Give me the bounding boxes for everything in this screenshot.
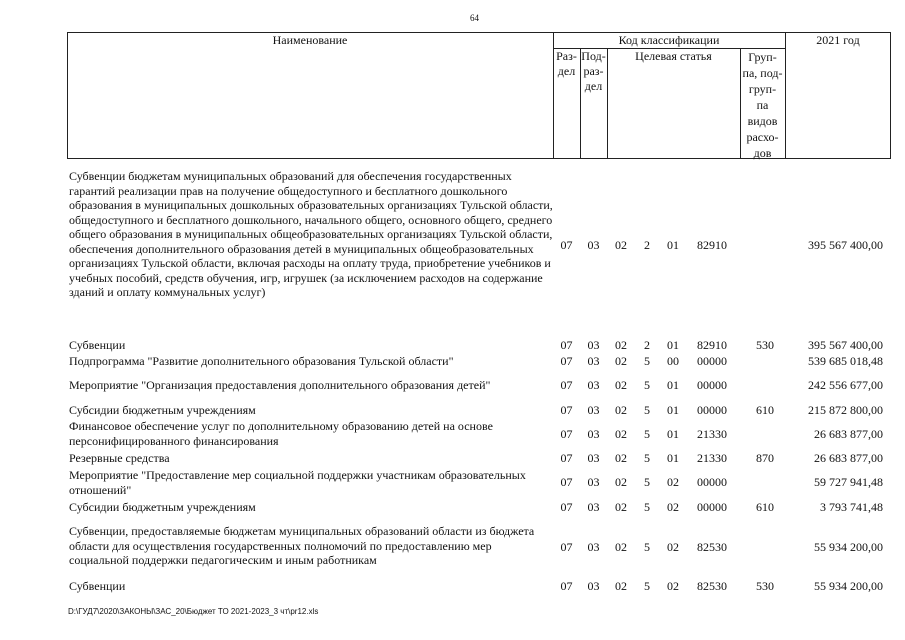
code-p: 03 (587, 579, 600, 593)
code-g: 870 (756, 451, 774, 465)
code-c4: 82910 (697, 338, 727, 352)
file-path-footer: D:\ГУД7\2020\ЗАКОНЫ\ЗАС_20\Бюджет ТО 2021-2023_3 чт\pr12.xls (68, 607, 319, 616)
code-c1: 02 (615, 475, 627, 489)
code-p: 03 (587, 338, 600, 352)
row-amount: 55 934 200,00 (814, 579, 883, 593)
code-g: 610 (756, 500, 774, 514)
code-c2: 5 (644, 403, 650, 417)
code-c2: 2 (644, 238, 650, 252)
code-c2: 5 (644, 500, 650, 514)
code-c1: 02 (615, 354, 627, 368)
code-r: 07 (560, 403, 573, 417)
code-c1: 02 (615, 540, 627, 554)
code-c4: 21330 (697, 451, 727, 465)
row-amount: 3 793 741,48 (820, 500, 883, 514)
row-amount: 26 683 877,00 (814, 427, 883, 441)
row-name: Финансовое обеспечение услуг по дополнительному образованию детей на основе персонифицированного финансирования (69, 419, 493, 448)
code-c2: 5 (644, 475, 650, 489)
code-r: 07 (560, 540, 573, 554)
code-c4: 00000 (697, 500, 727, 514)
code-c2: 5 (644, 451, 650, 465)
code-p: 03 (587, 540, 600, 554)
code-c3: 01 (667, 338, 679, 352)
code-c2: 5 (644, 378, 650, 392)
code-c1: 02 (615, 403, 627, 417)
code-c3: 02 (667, 500, 679, 514)
code-c3: 01 (667, 378, 679, 392)
row-name: Субвенции (69, 338, 126, 352)
code-p: 03 (587, 378, 600, 392)
code-p: 03 (587, 354, 600, 368)
code-c3: 00 (667, 354, 679, 368)
row-name: Субвенции бюджетам муниципальных образований для обеспечения государственных гарантий реализации прав на получение общедоступного и бесплатного дошкольного образования в муниципальных дошкольных образовательных организациях Тульской области, общедоступного и бесплатного дошкольного, начального общего, основного общего, среднего общего образования в муниципальных общеобразовательных организациях Тульской области, обеспечения дополнительного образования детей в муниципальных общеобразовательных организациях Тульской области, включая расходы на оплату труда, приобретение учебников и учебных пособий, средств обучения, игр, игрушек (за исключением расходов на содержание зданий и оплату коммунальных услуг) (69, 169, 553, 299)
code-c3: 01 (667, 403, 679, 417)
code-c1: 02 (615, 579, 627, 593)
code-c2: 2 (644, 338, 650, 352)
row-amount: 395 567 400,00 (808, 338, 883, 352)
code-c2: 5 (644, 354, 650, 368)
header-razdel: Раз- дел (556, 49, 577, 78)
code-c1: 02 (615, 338, 627, 352)
code-p: 03 (587, 500, 600, 514)
code-c4: 00000 (697, 475, 727, 489)
code-g: 530 (756, 338, 774, 352)
code-c4: 21330 (697, 427, 727, 441)
row-name: Мероприятие "Организация предоставления дополнительного образования детей" (69, 378, 491, 392)
code-r: 07 (560, 451, 573, 465)
row-amount: 55 934 200,00 (814, 540, 883, 554)
code-r: 07 (560, 475, 573, 489)
page-number: 64 (470, 13, 479, 23)
code-p: 03 (587, 451, 600, 465)
header-gruppa: Груп- па, под- груп- па видов расхо- дов (742, 50, 783, 160)
row-name: Субсидии бюджетным учреждениям (69, 500, 256, 514)
header-year: 2021 год (816, 33, 860, 47)
code-c1: 02 (615, 238, 627, 252)
code-c4: 82530 (697, 540, 727, 554)
code-r: 07 (560, 579, 573, 593)
header-code: Код классификации (618, 33, 720, 47)
row-name: Мероприятие "Предоставление мер социальной поддержки участникам образовательных отношений" (69, 468, 526, 497)
header-name: Наименование (272, 33, 348, 47)
code-r: 07 (560, 238, 573, 252)
code-p: 03 (587, 475, 600, 489)
code-c3: 02 (667, 540, 679, 554)
code-c3: 01 (667, 451, 679, 465)
code-c4: 00000 (697, 378, 727, 392)
code-c1: 02 (615, 451, 627, 465)
code-r: 07 (560, 427, 573, 441)
row-name: Субвенции, предоставляемые бюджетам муниципальных образований области из бюджета области для осуществления государственных полномочий по предоставлению мер социальной поддержки педагогическим и иным работникам (69, 524, 535, 567)
row-name: Резервные средства (69, 451, 170, 465)
code-g: 530 (756, 579, 774, 593)
code-r: 07 (560, 354, 573, 368)
code-c4: 82530 (697, 579, 727, 593)
code-p: 03 (587, 427, 600, 441)
code-c2: 5 (644, 579, 650, 593)
code-c1: 02 (615, 378, 627, 392)
row-amount: 395 567 400,00 (808, 238, 883, 252)
code-c3: 01 (667, 427, 679, 441)
code-c1: 02 (615, 500, 627, 514)
row-name: Субсидии бюджетным учреждениям (69, 403, 256, 417)
code-c4: 00000 (697, 354, 727, 368)
code-r: 07 (560, 378, 573, 392)
header-podrazdel: Под- раз- дел (581, 49, 606, 93)
code-r: 07 (560, 500, 573, 514)
row-name: Субвенции (69, 579, 126, 593)
code-c1: 02 (615, 427, 627, 441)
code-c3: 02 (667, 579, 679, 593)
code-c3: 02 (667, 475, 679, 489)
code-c3: 01 (667, 238, 679, 252)
row-amount: 26 683 877,00 (814, 451, 883, 465)
code-c2: 5 (644, 427, 650, 441)
code-g: 610 (756, 403, 774, 417)
row-amount: 242 556 677,00 (808, 378, 883, 392)
header-tselevaya: Целевая статья (635, 49, 712, 63)
row-amount: 539 685 018,48 (808, 354, 883, 368)
row-name: Подпрограмма "Развитие дополнительного образования Тульской области" (69, 354, 454, 368)
code-p: 03 (587, 403, 600, 417)
row-amount: 215 872 800,00 (808, 403, 883, 417)
code-r: 07 (560, 338, 573, 352)
code-c4: 82910 (697, 238, 727, 252)
budget-table (67, 32, 891, 600)
code-c2: 5 (644, 540, 650, 554)
row-amount: 59 727 941,48 (814, 475, 883, 489)
code-c4: 00000 (697, 403, 727, 417)
code-p: 03 (587, 238, 600, 252)
